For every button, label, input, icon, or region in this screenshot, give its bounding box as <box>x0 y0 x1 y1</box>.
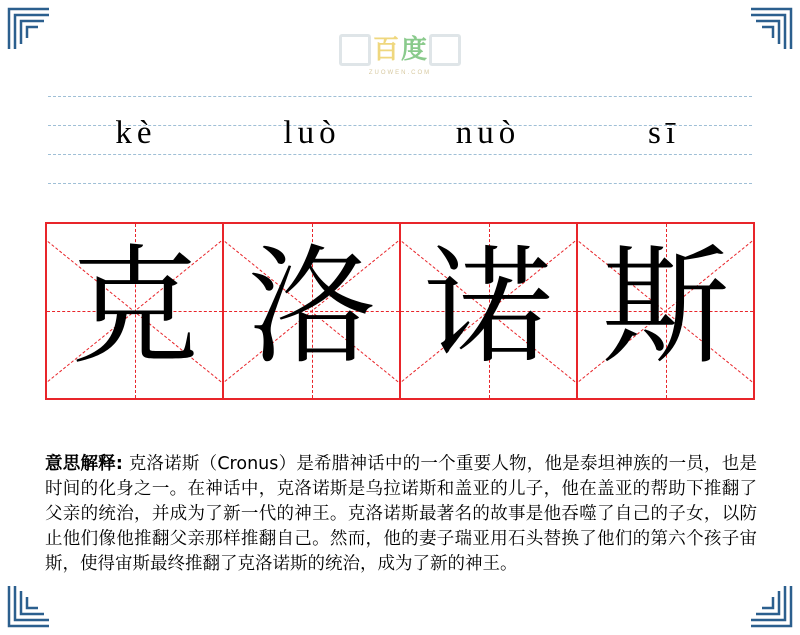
pinyin-syllable: nuò <box>455 114 521 151</box>
character-grid <box>45 222 755 400</box>
character-glyph: 洛 <box>247 233 376 382</box>
corner-ornament-icon <box>748 6 794 52</box>
character-cell <box>45 222 224 400</box>
watermark-char-1: 百 <box>372 35 399 65</box>
pinyin-band <box>48 96 752 184</box>
character-cell <box>399 222 578 400</box>
watermark-box-icon-2 <box>429 34 461 66</box>
pinyin-syllable: luò <box>283 114 341 151</box>
character-cell <box>222 222 401 400</box>
character-glyph: 斯 <box>601 233 730 382</box>
watermark-box-icon <box>339 34 371 66</box>
watermark-char-2: 度 <box>401 35 428 65</box>
corner-ornament-icon <box>6 6 52 52</box>
pinyin-syllable: kè <box>115 114 157 151</box>
explanation-text: 克洛诺斯（Cronus）是希腊神话中的一个重要人物，他是泰坦神族的一员，也是时间的化身之一。在神话中，克洛诺斯是乌拉诺斯和盖亚的儿子，他在盖亚的帮助下推翻了父亲的统治，并成为了新一代的神王。克洛诺斯最著名的故事是他吞噬了自己的子女，以防止他们像他推翻父亲那样推翻自己。然而，他的妻子瑞亚用石头替换了他们的第六个孩子宙斯，使得宙斯最终推翻了克洛诺斯的统治，成为了新的神王。 <box>45 454 757 574</box>
character-glyph: 诺 <box>424 233 553 382</box>
watermark-subtitle: ZUOWEN.COM <box>368 70 432 76</box>
explanation-label: 意思解释: <box>45 454 123 474</box>
corner-ornament-icon <box>6 583 52 629</box>
pinyin-syllable: sī <box>647 114 680 151</box>
character-cell <box>576 222 755 400</box>
corner-ornament-icon <box>748 583 794 629</box>
site-watermark <box>0 22 800 78</box>
character-glyph: 克 <box>70 233 199 382</box>
explanation-block <box>45 452 757 577</box>
